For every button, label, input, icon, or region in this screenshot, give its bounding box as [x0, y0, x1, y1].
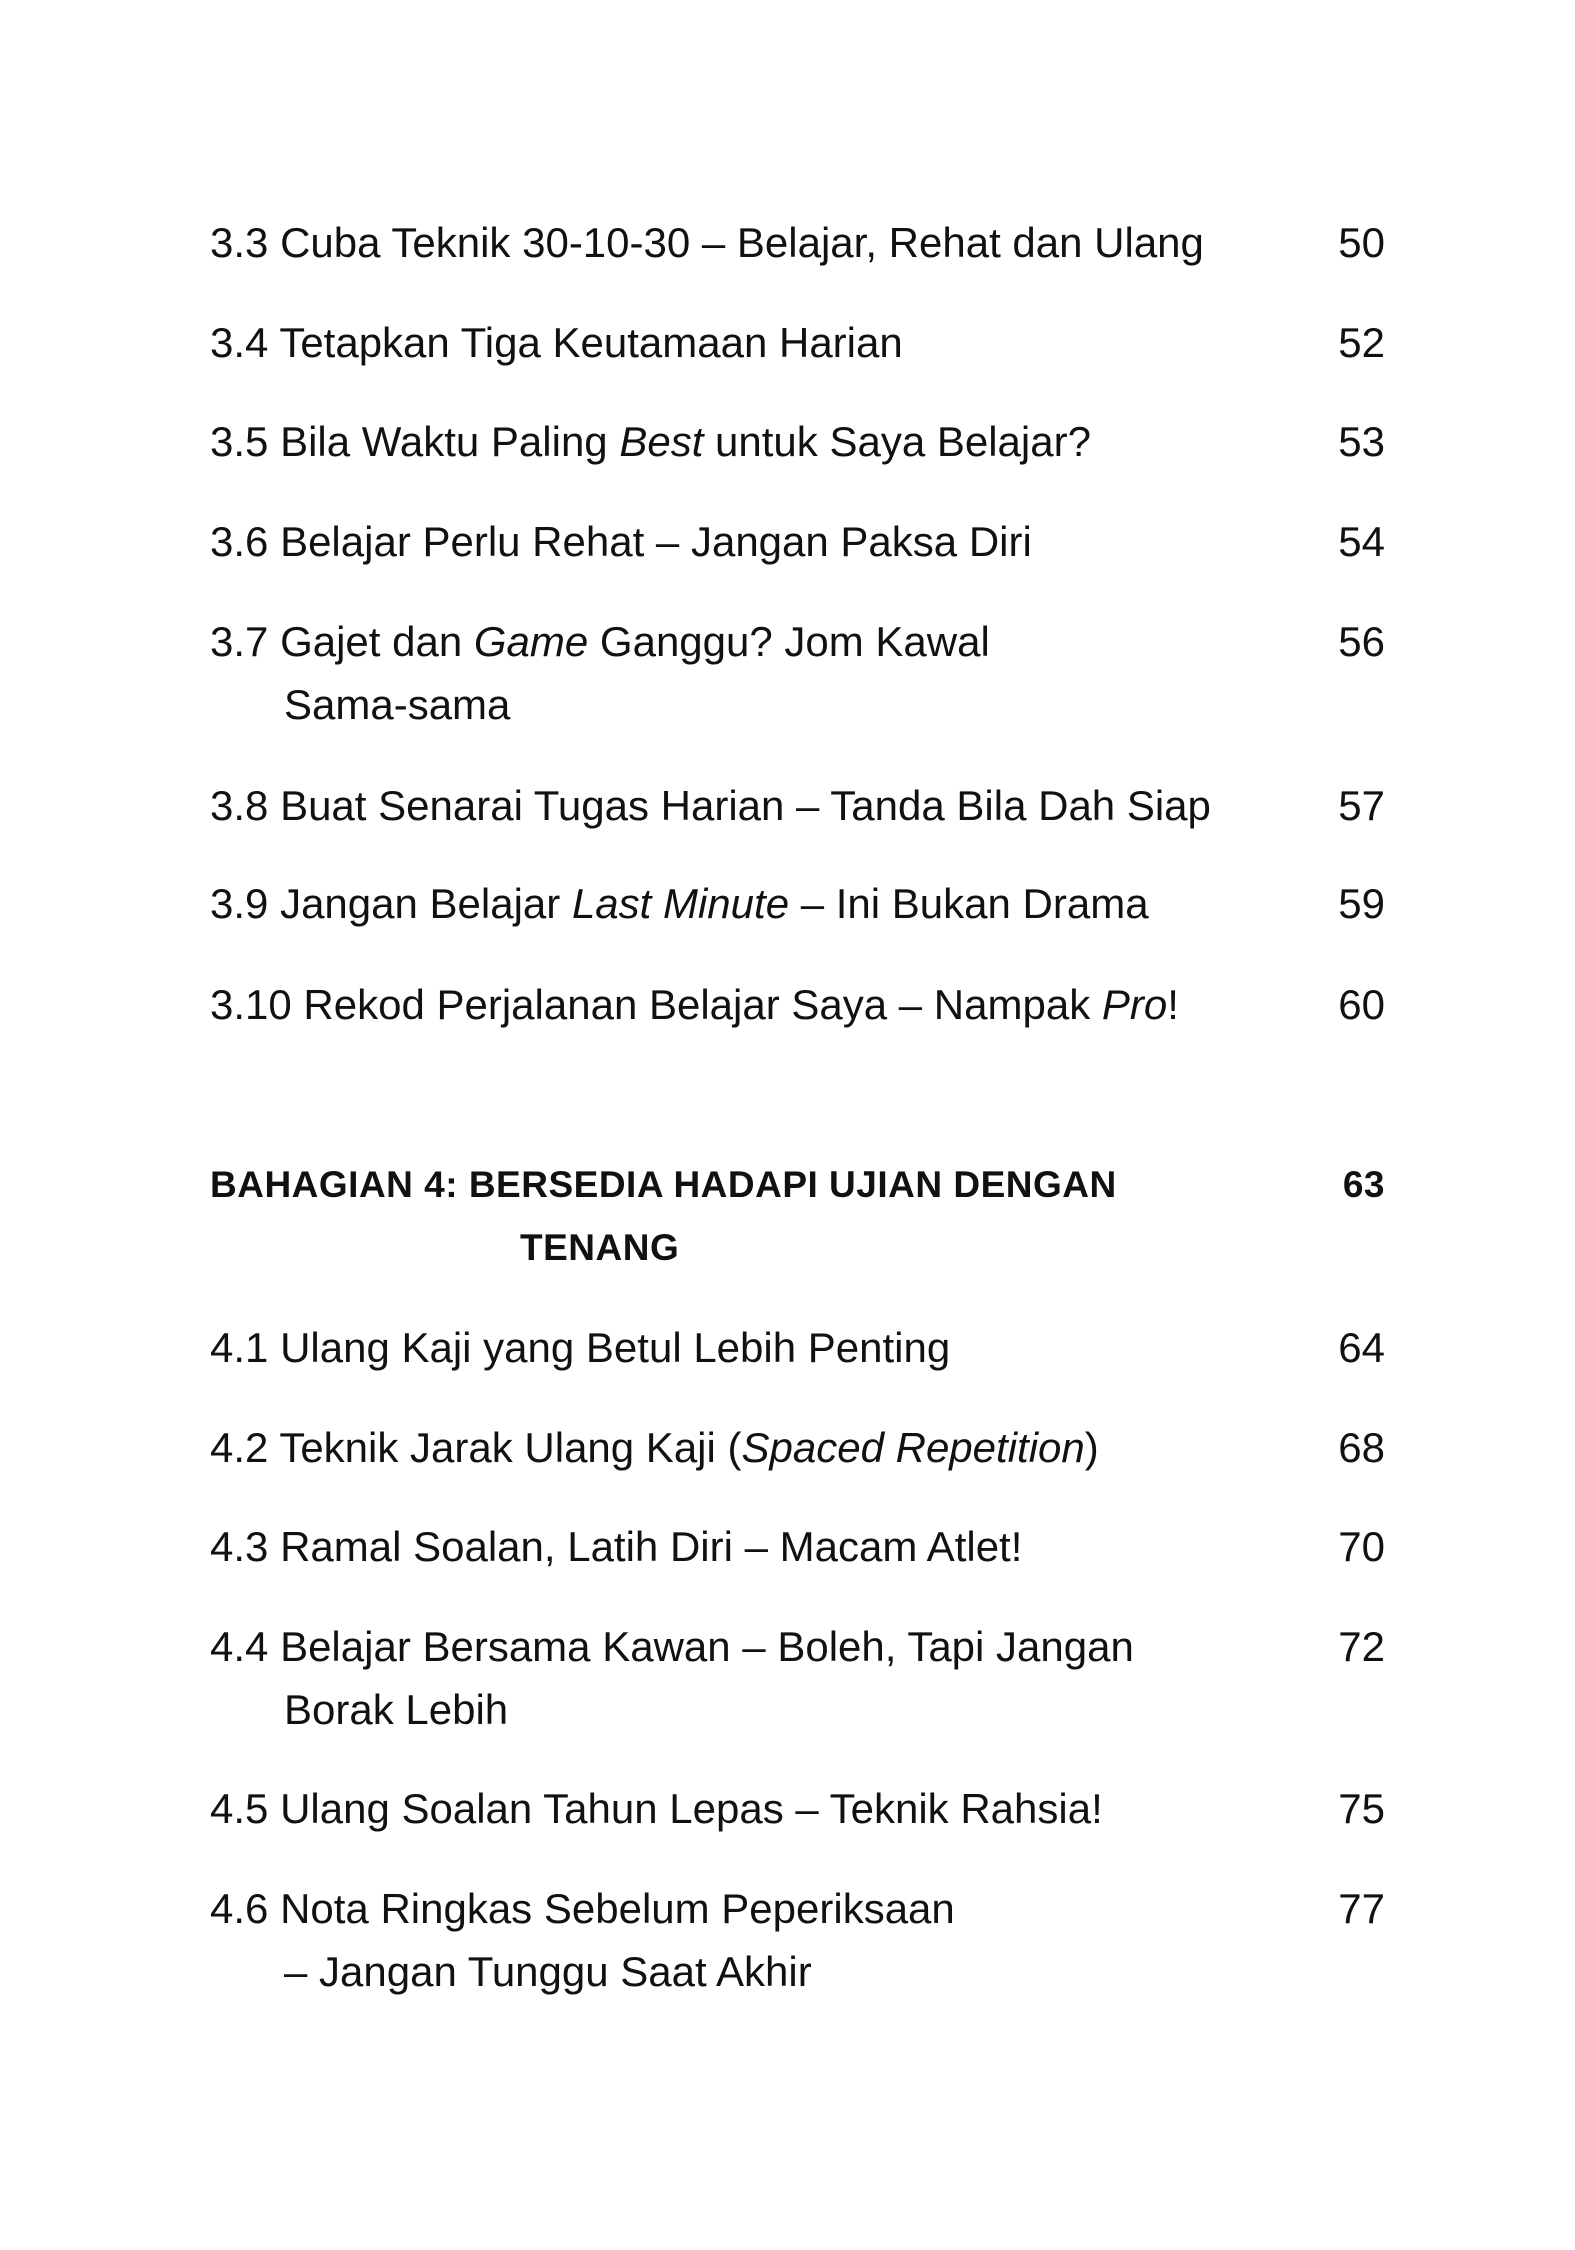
- toc-entry[interactable]: [210, 973, 1385, 1036]
- title-text-end: Ganggu? Jom Kawal: [588, 618, 990, 665]
- entry-title: [210, 872, 1310, 935]
- section-number: 3.7: [210, 618, 269, 665]
- page-number: 57: [1338, 782, 1385, 829]
- title-text-end: ): [1084, 1424, 1099, 1471]
- part-title: BAHAGIAN 4: BERSEDIA HADAPI UJIAN DENGAN: [210, 1164, 1117, 1205]
- section-number: 3.10: [210, 981, 292, 1028]
- page-number: 54: [1338, 518, 1385, 565]
- page-number: 60: [1338, 981, 1385, 1028]
- entry-title: [210, 610, 1310, 673]
- toc-entry[interactable]: [210, 1416, 1385, 1479]
- title-text: Belajar Bersama Kawan – Boleh, Tapi Jangan: [280, 1623, 1134, 1670]
- section-number: 3.8: [210, 782, 269, 829]
- page-number: 56: [1338, 618, 1385, 665]
- title-text: Gajet dan: [280, 618, 474, 665]
- title-text-end: – Ini Bukan Drama: [789, 880, 1149, 927]
- entry-title: [210, 410, 1310, 473]
- title-text: Nota Ringkas Sebelum Peperiksaan: [280, 1885, 955, 1932]
- page-number: 75: [1338, 1785, 1385, 1832]
- entry-title: [210, 973, 1310, 1036]
- section-number: 3.3: [210, 219, 269, 266]
- page-number: 64: [1338, 1324, 1385, 1371]
- title-text: Jangan Belajar: [280, 880, 572, 927]
- toc-part-heading[interactable]: [210, 1153, 1385, 1279]
- page-number: 53: [1338, 418, 1385, 465]
- title-italic: Game: [473, 618, 589, 665]
- title-text: Ulang Kaji yang Betul Lebih Penting: [280, 1324, 951, 1371]
- toc-entry[interactable]: [210, 510, 1385, 573]
- entry-title: [210, 510, 1310, 573]
- section-number: 4.3: [210, 1523, 269, 1570]
- entry-title-line2: Borak Lebih: [284, 1686, 509, 1733]
- title-italic: Spaced Repetition: [741, 1424, 1085, 1471]
- entry-title: [210, 1416, 1310, 1479]
- page-number: 52: [1338, 319, 1385, 366]
- title-text: Rekod Perjalanan Belajar Saya – Nampak: [303, 981, 1102, 1028]
- title-text-end: untuk Saya Belajar?: [703, 418, 1091, 465]
- page-number: 77: [1338, 1885, 1385, 1932]
- page-number: 63: [1342, 1164, 1385, 1205]
- entry-title: [210, 1777, 1310, 1840]
- entry-title-line2: Sama-sama: [284, 681, 511, 728]
- toc-entry[interactable]: [210, 311, 1385, 374]
- entry-title: [210, 1316, 1310, 1379]
- entry-title: [210, 1877, 1310, 1940]
- page-number: 59: [1338, 880, 1385, 927]
- section-number: 4.4: [210, 1623, 269, 1670]
- page-number: 50: [1338, 219, 1385, 266]
- toc-entry[interactable]: [210, 774, 1385, 837]
- entry-title: [210, 1515, 1310, 1578]
- section-number: 3.6: [210, 518, 269, 565]
- title-text: Bila Waktu Paling: [280, 418, 620, 465]
- title-italic: Last Minute: [571, 880, 790, 927]
- title-italic: Pro: [1101, 981, 1168, 1028]
- part-title-line2: TENANG: [520, 1227, 680, 1268]
- toc-entry[interactable]: [210, 1777, 1385, 1840]
- title-text: Belajar Perlu Rehat – Jangan Paksa Diri: [280, 518, 1032, 565]
- section-number: 4.1: [210, 1324, 269, 1371]
- page-number: 68: [1338, 1424, 1385, 1471]
- entry-title: [210, 774, 1310, 837]
- section-number: 4.6: [210, 1885, 269, 1932]
- section-number: 4.5: [210, 1785, 269, 1832]
- title-text-end: !: [1167, 981, 1179, 1028]
- title-text: Tetapkan Tiga Keutamaan Harian: [279, 319, 903, 366]
- entry-title: [210, 211, 1310, 274]
- section-number: 4.2: [210, 1424, 269, 1471]
- toc-entry[interactable]: [210, 1515, 1385, 1578]
- title-text: Buat Senarai Tugas Harian – Tanda Bila Dah Siap: [280, 782, 1211, 829]
- title-text: Ulang Soalan Tahun Lepas – Teknik Rahsia!: [280, 1785, 1103, 1832]
- page-number: 70: [1338, 1523, 1385, 1570]
- toc-entry[interactable]: [210, 1615, 1385, 1741]
- toc-entry[interactable]: [210, 211, 1385, 274]
- section-number: 3.9: [210, 880, 269, 927]
- toc-entry[interactable]: [210, 1877, 1385, 2003]
- section-number: 3.5: [210, 418, 269, 465]
- page-number: 72: [1338, 1623, 1385, 1670]
- section-number: 3.4: [210, 319, 269, 366]
- entry-title-line2: – Jangan Tunggu Saat Akhir: [284, 1948, 812, 1995]
- entry-title: [210, 311, 1310, 374]
- toc-entry[interactable]: [210, 410, 1385, 473]
- title-text: Ramal Soalan, Latih Diri – Macam Atlet!: [280, 1523, 1023, 1570]
- toc-entry[interactable]: [210, 872, 1385, 935]
- entry-title: [210, 1615, 1310, 1678]
- title-italic: Best: [619, 418, 704, 465]
- title-text: Teknik Jarak Ulang Kaji (: [279, 1424, 742, 1471]
- title-text: Cuba Teknik 30-10-30 – Belajar, Rehat dan Ulang: [280, 219, 1204, 266]
- toc-entry[interactable]: [210, 610, 1385, 736]
- toc-entry[interactable]: [210, 1316, 1385, 1379]
